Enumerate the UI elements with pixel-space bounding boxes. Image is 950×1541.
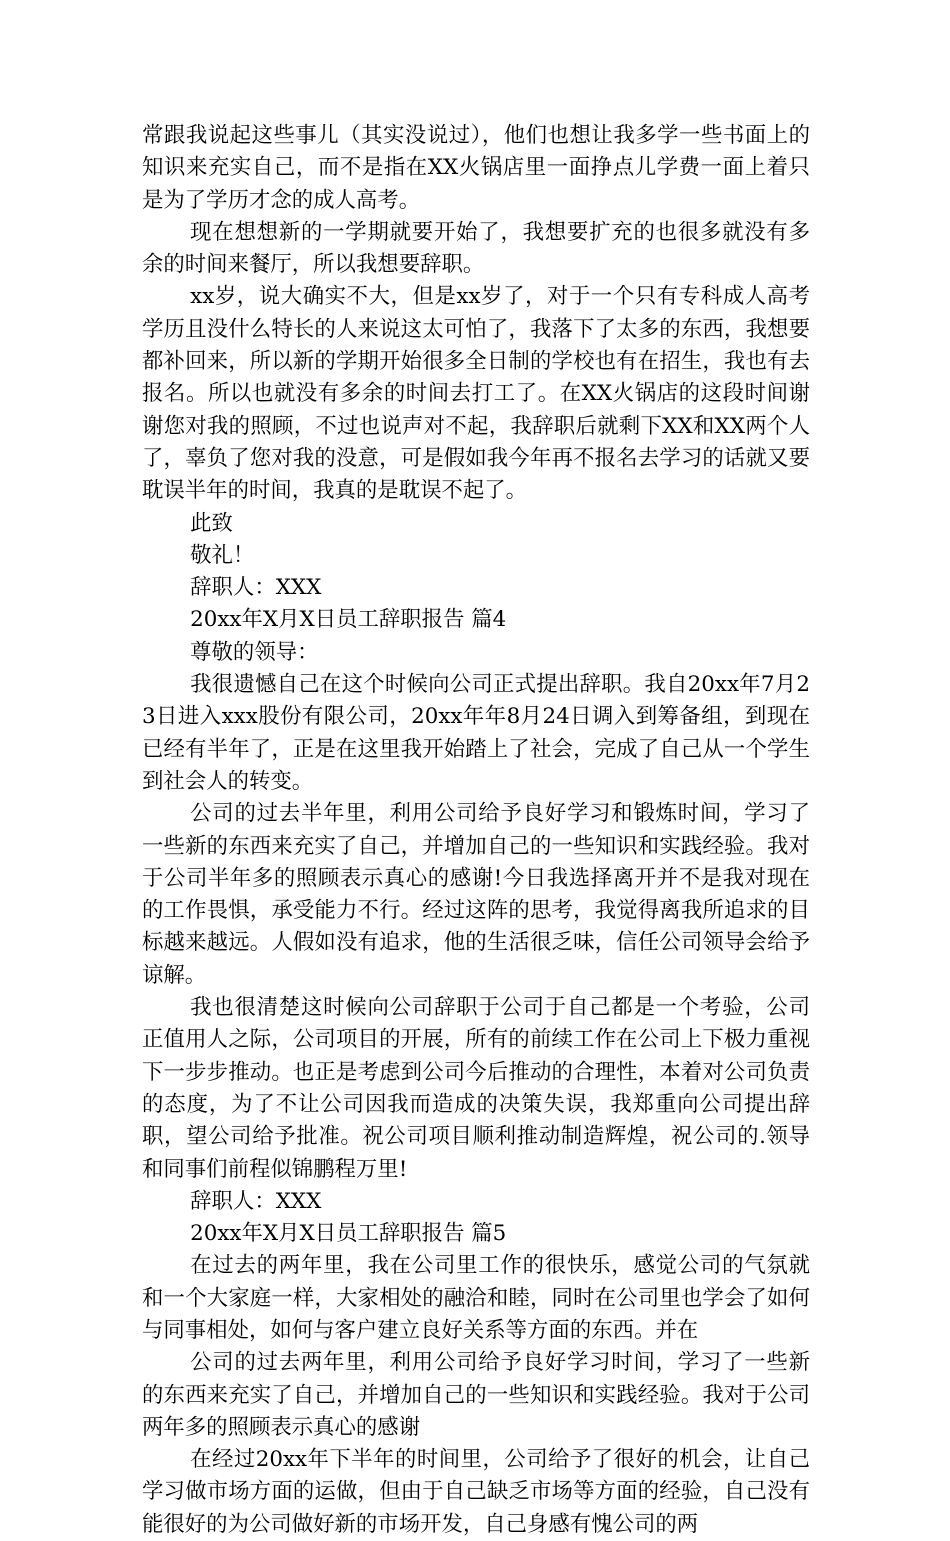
closing-regards: 敬礼！	[190, 542, 255, 568]
document-body	[142, 120, 810, 1541]
paragraph-2: 现在想想新的一学期就要开始了，我想要扩充的也很多就没有多余的时间来餐厅，所以我想要辞职。	[142, 219, 810, 278]
paragraph-4: 我很遗憾自己在这个时候向公司正式提出辞职。我自20xx年7月23日进入xxx股份有限公司，20xx年年8月24日调入到筹备组，到现在已经有半年了，正是在这里我开始踏上了社会，完成了自己从一个学生到社会人的转变。	[142, 672, 810, 794]
paragraph-1: 常跟我说起这些事儿（其实没说过），他们也想让我多学一些书面上的知识来充实自己，而不是指在XX火锅店里一面挣点儿学费一面上着只是为了学历才念的成人高考。	[142, 123, 810, 213]
signature-line: 辞职人：XXX	[190, 575, 322, 601]
section-heading-5: 20xx年X月X日员工辞职报告 篇5	[190, 1221, 507, 1247]
paragraph-6: 我也很清楚这时候向公司辞职于公司于自己都是一个考验，公司正值用人之际，公司项目的开展，所有的前续工作在公司上下极力重视下一步步推动。也正是考虑到公司今后推动的合理性，本着对公司负责的态度，为了不让公司因我而造成的决策失误，我郑重向公司提出辞职，望公司给予批准。祝公司项目顺利推动制造辉煌，祝公司的.领导和同事们前程似锦鹏程万里!	[142, 995, 810, 1182]
paragraph-8: 公司的过去两年里，利用公司给予良好学习时间，学习了一些新的东西来充实了自己，并增加自己的一些知识和实践经验。我对于公司两年多的照顾表示真心的感谢	[142, 1350, 810, 1440]
paragraph-3: xx岁，说大确实不大，但是xx岁了，对于一个只有专科成人高考学历且没什么特长的人来说这太可怕了，我落下了太多的东西，我想要都补回来，所以新的学期开始很多全日制的学校也有在招生，我也有去报名。所以也就没有多余的时间去打工了。在XX火锅店的这段时间谢谢您对我的照顾，不过也说声对不起，我辞职后就剩下XX和XX两个人了，辜负了您对我的没意，可是假如我今年再不报名去学习的话就又要耽误半年的时间，我真的是耽误不起了。	[142, 284, 810, 504]
paragraph-7: 在过去的两年里，我在公司里工作的很快乐，感觉公司的气氛就和一个大家庭一样，大家相处的融洽和睦，同时在公司里也学会了如何与同事相处，如何与客户建立良好关系等方面的东西。并在	[142, 1253, 810, 1343]
paragraph-5: 公司的过去半年里，利用公司给予良好学习和锻炼时间，学习了一些新的东西来充实了自己，并增加自己的一些知识和实践经验。我对于公司半年多的照顾表示真心的感谢!今日我选择离开并不是我对现在的工作畏惧，承受能力不行。经过这阵的思考，我觉得离我所追求的目标越来越远。人假如没有追求，他的生活很乏味，信任公司领导会给予谅解。	[142, 801, 810, 988]
closing-salutation: 此致	[190, 510, 233, 536]
paragraph-9: 在经过20xx年下半年的时间里，公司给予了很好的机会，让自己学习做市场方面的运做，但由于自己缺乏市场等方面的经验，自己没有能很好的为公司做好新的市场开发，自己身感有愧公司的两	[142, 1447, 810, 1537]
signature-line-2: 辞职人：XXX	[190, 1188, 322, 1214]
section-heading-4: 20xx年X月X日员工辞职报告 篇4	[190, 607, 507, 633]
greeting: 尊敬的领导：	[190, 639, 319, 665]
